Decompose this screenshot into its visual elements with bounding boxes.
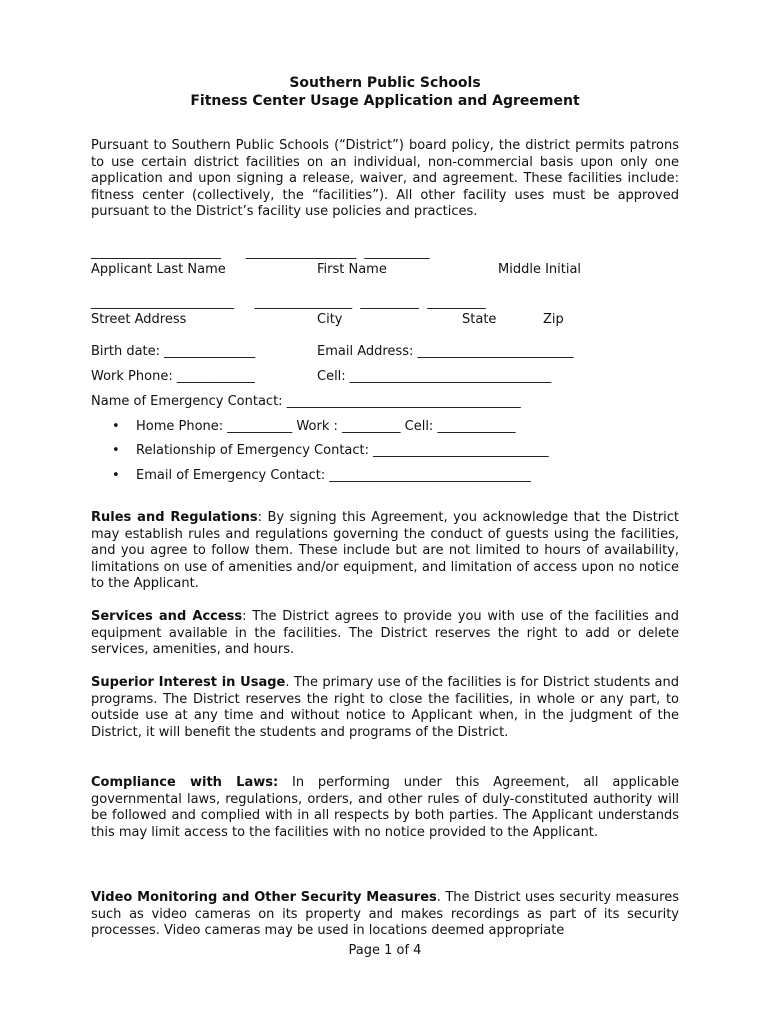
address-blank-line: ______________________ _______________ _________ _________ bbox=[91, 295, 486, 310]
section-body: By signing this Agreement, you acknowledge that the District may establish rules and regulations governing the conduct of guests using the facilities, and you agree to follow them. These include but are not limited to hours of availability, limitations on use of amenities and/or equipment, and limitation of access upon no notice to the Applicant. bbox=[91, 510, 680, 591]
section-compliance bbox=[91, 775, 679, 841]
organization-name: Southern Public Schools bbox=[289, 75, 481, 91]
last-name-label: Applicant Last Name bbox=[91, 262, 226, 277]
work-phone-field: Work Phone: ____________ bbox=[91, 369, 255, 384]
state-label: State bbox=[462, 312, 497, 327]
section-body: The District uses security measures such as video cameras on its property and makes recordings as part of its security processes. Video cameras may be used in locations deemed appropriate bbox=[91, 890, 679, 938]
section-video-monitoring: Video Monitoring and Other Security Measures. The District uses security measures such as video cameras on its property and makes recordings as part of its security processes. Video cameras may be used in locations deemed appropriate bbox=[91, 890, 679, 938]
document-title: Fitness Center Usage Application and Agreement bbox=[190, 93, 580, 109]
intro-paragraph: Pursuant to Southern Public Schools (“District”) board policy, the district permits patrons to use certain district facilities on an individual, non-commercial basis upon only one application and upon signing a release, waiver, and agreement. These facilities include: fitness center (collectively, the “facilities”). All other facility uses must be approved pursuant to the District’s facility use policies and practices. bbox=[91, 138, 679, 219]
section-heading: Services and Access bbox=[91, 609, 243, 624]
emergency-contact-field: Name of Emergency Contact: ____________________________________ bbox=[91, 394, 521, 409]
section-body: The primary use of the facilities is for District students and programs. The District reserves the right to close the facilities, in whole or any part, to outside use at any time and without notice to Applicant when, in the judgment of the District, it will benefit the students and programs of the District. bbox=[91, 675, 680, 740]
emergency-relationship-field: Relationship of Emergency Contact: ___________________________ bbox=[136, 443, 549, 458]
first-name-label: First Name bbox=[317, 262, 387, 277]
bullet-icon: • bbox=[112, 443, 120, 458]
city-label: City bbox=[317, 312, 343, 327]
section-body: The District agrees to provide you with use of the facilities and equipment available in the facilities. The District reserves the right to add or delete services, amenities, and hours. bbox=[91, 609, 679, 657]
email-field: Email Address: ________________________ bbox=[317, 344, 574, 359]
emergency-email-field: Email of Emergency Contact: _______________________________ bbox=[136, 468, 531, 483]
bullet-icon: • bbox=[112, 468, 120, 483]
middle-initial-label: Middle Initial bbox=[498, 262, 582, 277]
section-superior-interest: Superior Interest in Usage. The primary use of the facilities is for District students and programs. The District reserves the right to close the facilities, in whole or any part, to outside use at any time and without notice to Applicant when, in the judgment of the District, it will benefit the students and programs of the District. bbox=[91, 675, 680, 740]
page-number: Page 1 of 4 bbox=[348, 943, 422, 958]
section-rules: Rules and Regulations: By signing this Agreement, you acknowledge that the District may establish rules and regulations governing the conduct of guests using the facilities, and you agree to follow them. These include but are not limited to hours of availability, limitations on use of amenities and/or equipment, and limitation of access upon no notice to the Applicant. bbox=[91, 510, 680, 591]
street-address-label: Street Address bbox=[91, 312, 187, 327]
section-services: Services and Access: The District agrees to provide you with use of the facilities and equipment available in the facilities. The District reserves the right to add or delete services, amenities, and hours. bbox=[91, 609, 679, 657]
cell-field: Cell: _______________________________ bbox=[317, 369, 552, 384]
section-heading: Compliance with Laws: bbox=[91, 775, 279, 790]
section-body: In performing under this Agreement, all applicable governmental laws, regulations, orders, and other rules of duly-constituted authority will be followed and complied with in all respects by both parties. The Applicant understands this may limit access to the facilities with no notice provided to the Applicant. bbox=[91, 775, 680, 840]
emergency-phones-field: Home Phone: __________ Work : _________ Cell: ____________ bbox=[136, 419, 516, 434]
section-heading: Video Monitoring and Other Security Measures bbox=[91, 890, 437, 905]
bullet-icon: • bbox=[112, 419, 120, 434]
name-blank-line: ____________________ _________________ __________ bbox=[91, 245, 430, 260]
birth-date-field: Birth date: ______________ bbox=[91, 344, 256, 359]
zip-label: Zip bbox=[543, 312, 564, 327]
section-heading: Superior Interest in Usage bbox=[91, 675, 286, 690]
section-heading: Rules and Regulations bbox=[91, 510, 258, 525]
